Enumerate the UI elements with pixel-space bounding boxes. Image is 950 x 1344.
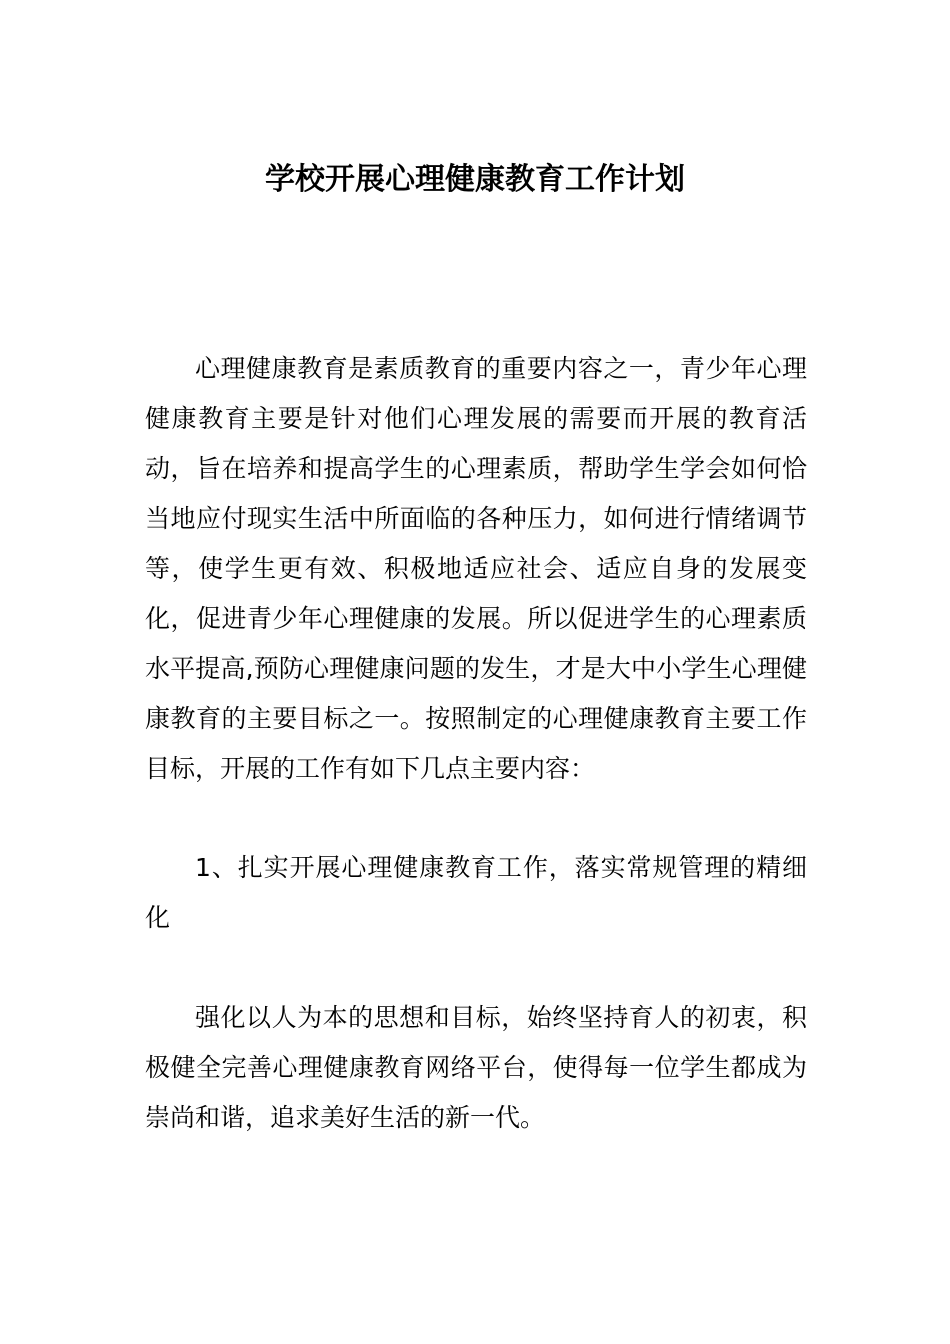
section-heading-block	[145, 843, 807, 943]
section-heading-1: 1、扎实开展心理健康教育工作，落实常规管理的精细化	[145, 853, 807, 932]
section-paragraph-1: 强化以人为本的思想和目标，始终坚持育人的初衷，积极健全完善心理健康教育网络平台，使得每一位学生都成为崇尚和谐，追求美好生活的新一代。	[145, 1003, 807, 1132]
intro-paragraph-block	[145, 344, 807, 794]
document-title: 学校开展心理健康教育工作计划	[265, 162, 685, 197]
section-paragraph-block	[145, 993, 807, 1143]
intro-paragraph: 心理健康教育是素质教育的重要内容之一，青少年心理健康教育主要是针对他们心理发展的需要而开展的教育活动，旨在培养和提高学生的心理素质，帮助学生学会如何恰当地应付现实生活中所面临的各种压力，如何进行情绪调节等，使学生更有效、积极地适应社会、适应自身的发展变化，促进青少年心理健康的发展。所以促进学生的心理素质水平提高,预防心理健康问题的发生，才是大中小学生心理健康教育的主要目标之一。按照制定的心理健康教育主要工作目标，开展的工作有如下几点主要内容：	[145, 354, 807, 783]
